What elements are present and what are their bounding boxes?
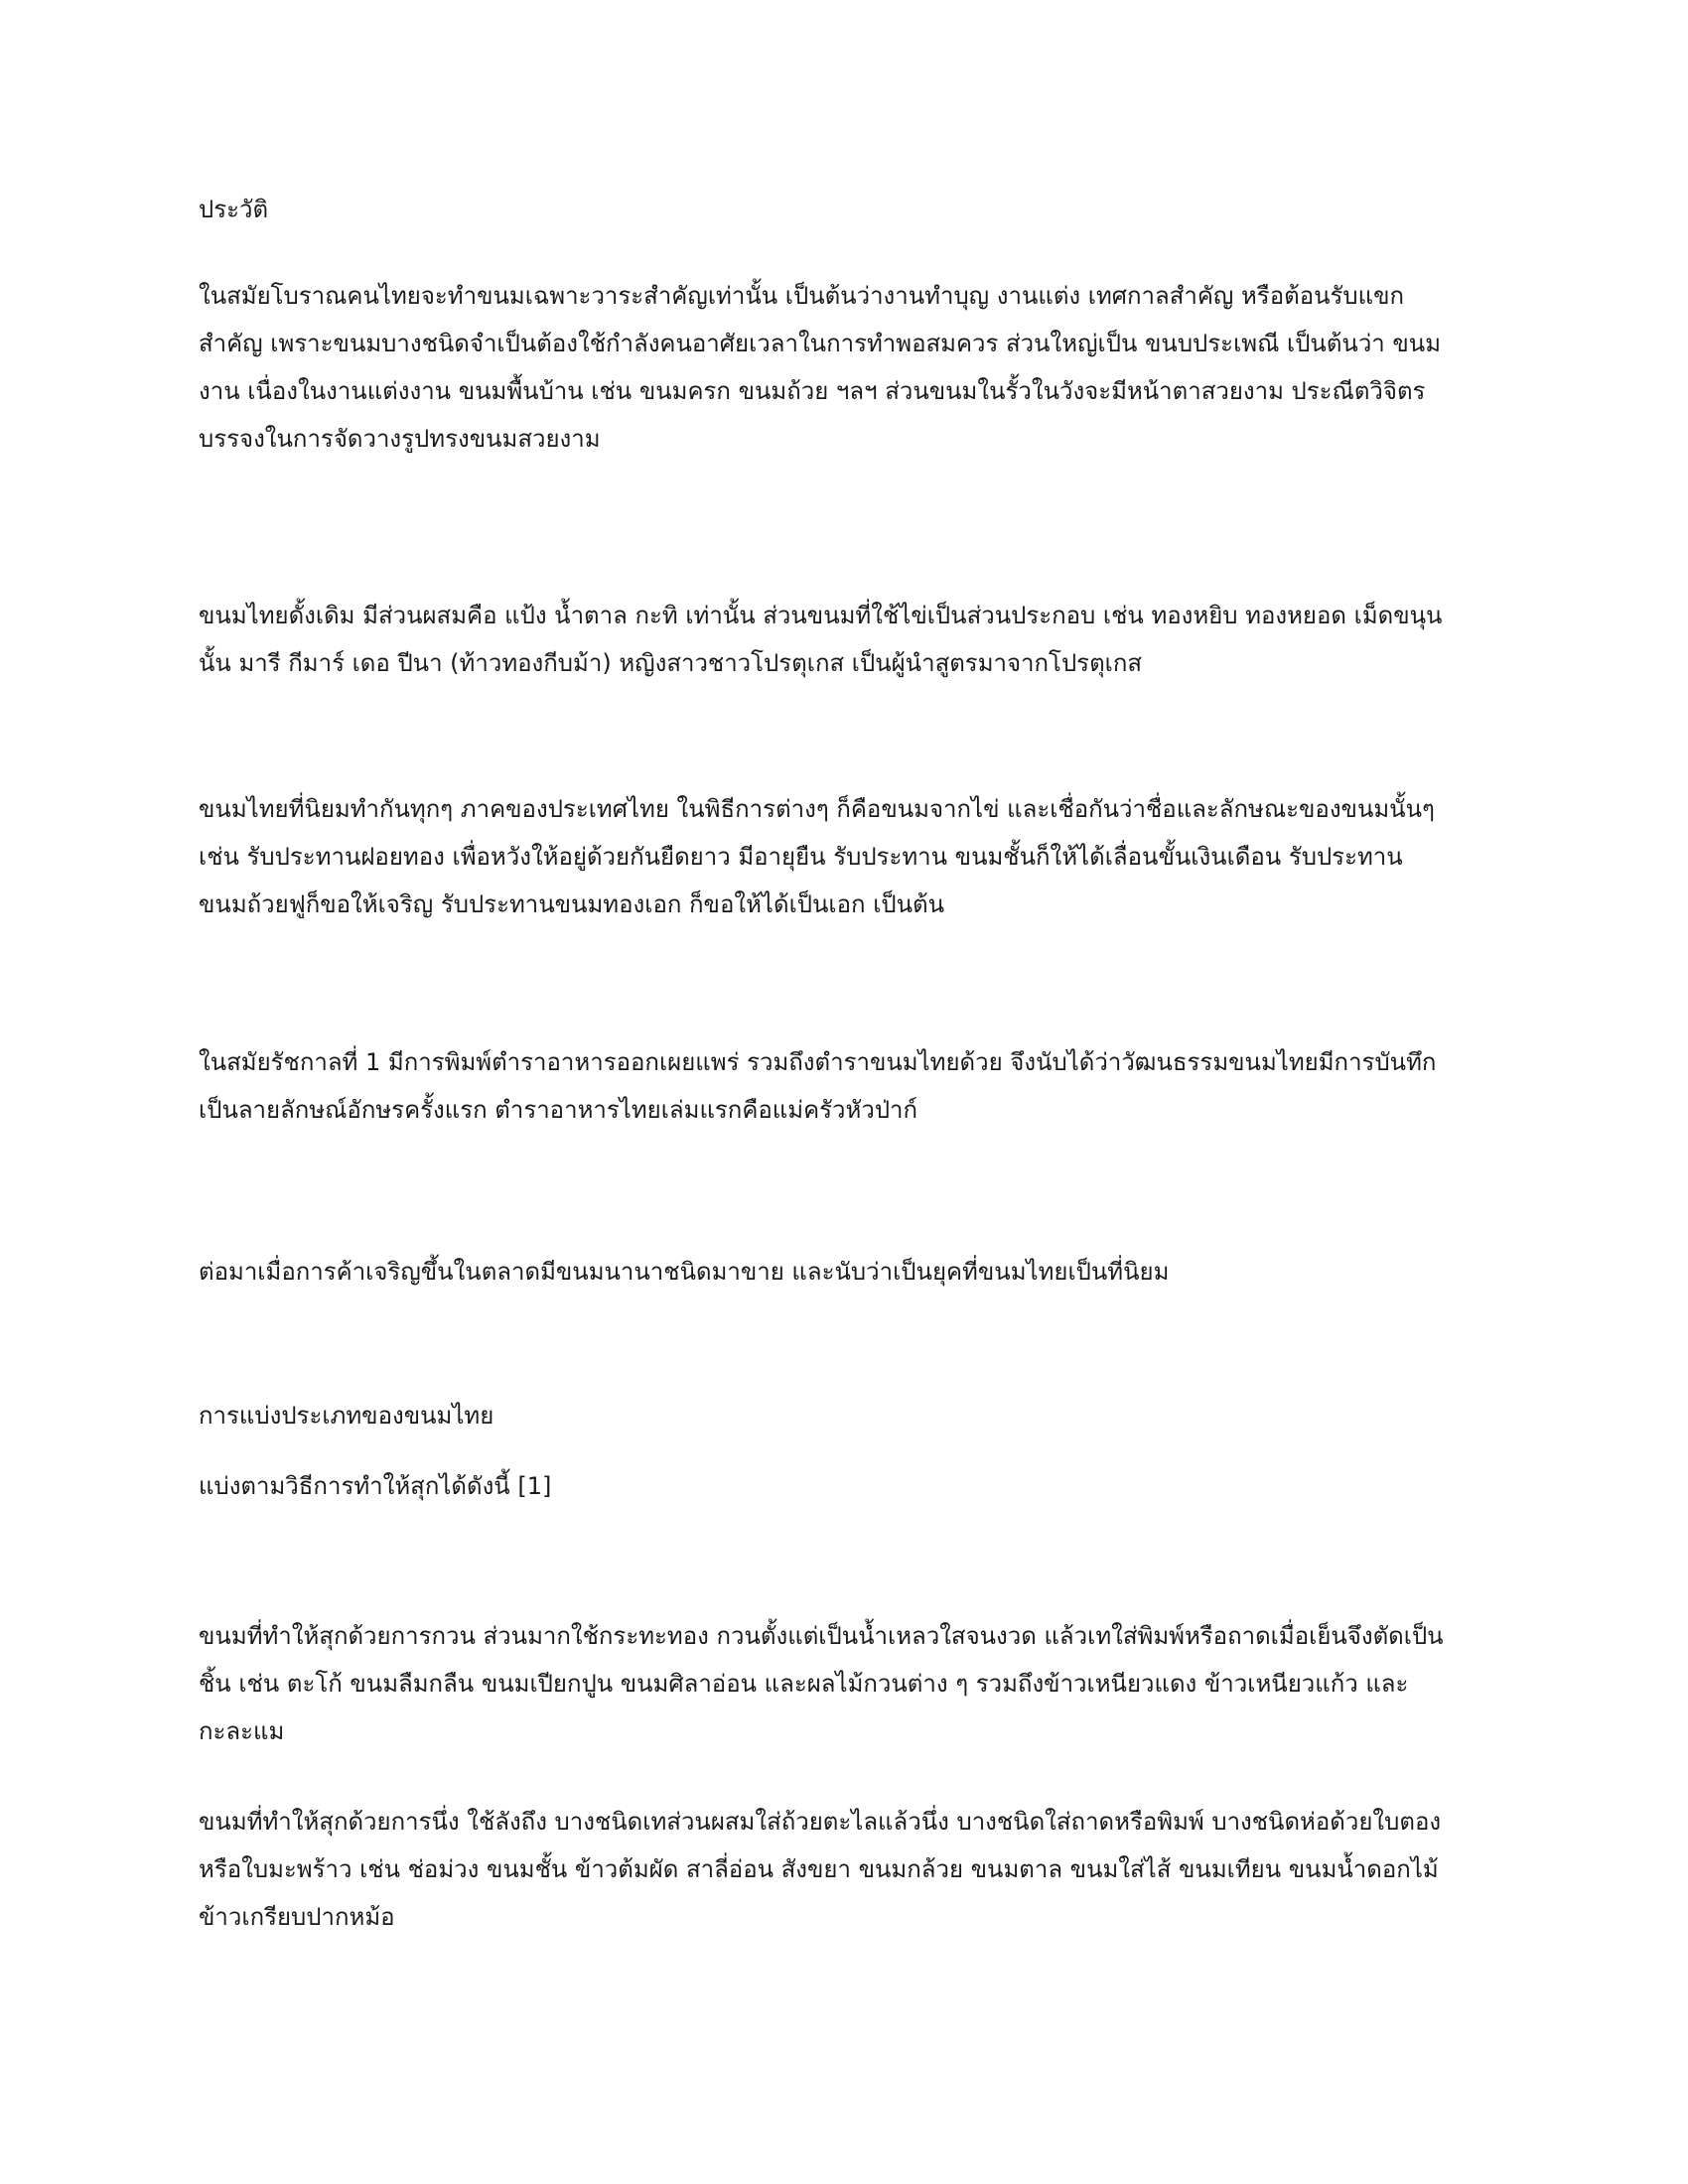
paragraph-2 — [199, 592, 1489, 687]
paragraph-7-line: ขนมที่ทำให้สุกด้วยการนึ่ง ใช้ลังถึง บางชนิดเทส่วนผสมใส่ถ้วยตะไลแล้วนึ่ง บางชนิดใส่ถาดหรือพิมพ์ บางชนิดห่อด้วยใบตอง — [199, 1808, 1442, 1836]
heading-types-text: การแบ่งประเภทของขนมไทย — [199, 1402, 494, 1430]
paragraph-6-line: ชิ้น เช่น ตะโก้ ขนมลืมกลืน ขนมเปียกปูน ขนมศิลาอ่อน และผลไม้กวนต่าง ๆ รวมถึงข้าวเหนียวแดง ข้าวเหนียวแก้ว และ — [199, 1670, 1409, 1698]
paragraph-5 — [199, 1248, 1489, 1296]
paragraph-1-line: บรรจงในการจัดวางรูปทรงขนมสวยงาม — [199, 425, 601, 453]
heading-history-text: ประวัติ — [199, 196, 269, 223]
paragraph-1-line: สำคัญ เพราะขนมบางชนิดจำเป็นต้องใช้กำลังคนอาศัยเวลาในการทำพอสมควร ส่วนใหญ่เป็น ขนบประเพณี เป็นต้นว่า ขนม — [199, 330, 1442, 357]
paragraph-3-line: ขนมถ้วยฟูก็ขอให้เจริญ รับประทานขนมทองเอก ก็ขอให้ได้เป็นเอก เป็นต้น — [199, 890, 945, 918]
paragraph-3-line: ขนมไทยที่นิยมทำกันทุกๆ ภาคของประเทศไทย ในพิธีการต่างๆ ก็คือขนมจากไข่ และเชื่อกันว่าชื่อและลักษณะของขนมนั้นๆ — [199, 795, 1435, 823]
paragraph-1-line: งาน เนื่องในงานแต่งงาน ขนมพื้นบ้าน เช่น ขนมครก ขนมถ้วย ฯลฯ ส่วนขนมในรั้วในวังจะมีหน้าตาสวยงาม ประณีตวิจิตร — [199, 377, 1426, 405]
paragraph-4 — [199, 1038, 1489, 1134]
paragraph-4-line: ในสมัยรัชกาลที่ 1 มีการพิมพ์ตำราอาหารออกเผยแพร่ รวมถึงตำราขนมไทยด้วย จึงนับได้ว่าวัฒนธรรมขนมไทยมีการบันทึก — [199, 1048, 1437, 1076]
paragraph-7-line: ข้าวเกรียบปากหม้อ — [199, 1903, 395, 1931]
paragraph-6-line: ขนมที่ทำให้สุกด้วยการกวน ส่วนมากใช้กระทะทอง กวนตั้งแต่เป็นน้ำเหลวใสจนงวด แล้วเทใส่พิมพ์หรือถาดเมื่อเย็นจึงตัดเป็น — [199, 1622, 1444, 1650]
paragraph-3-line: เช่น รับประทานฝอยทอง เพื่อหวังให้อยู่ด้วยกันยืดยาว มีอายุยืน รับประทาน ขนมชั้นก็ให้ได้เลื่อนขั้นเงินเดือน รับประทาน — [199, 843, 1403, 871]
paragraph-5-line: ต่อมาเมื่อการค้าเจริญขึ้นในตลาดมีขนมนานาชนิดมาขาย และนับว่าเป็นยุคที่ขนมไทยเป็นที่นิยม — [199, 1258, 1170, 1286]
paragraph-6-line: กะละแม — [199, 1717, 285, 1745]
heading-history — [199, 186, 1489, 233]
paragraph-1 — [199, 272, 1489, 463]
heading-types — [199, 1392, 1489, 1439]
paragraph-2-line: นั้น มารี กีมาร์ เดอ ปีนา (ท้าวทองกีบม้า) หญิงสาวชาวโปรตุเกส เป็นผู้นำสูตรมาจากโปรตุเกส — [199, 649, 1143, 677]
paragraph-6 — [199, 1612, 1489, 1755]
paragraph-7-line: หรือใบมะพร้าว เช่น ช่อม่วง ขนมชั้น ข้าวต้มผัด สาลี่อ่อน สังขยา ขนมกล้วย ขนมตาล ขนมใส่ไส้ ขนมเทียน ขนมน้ำดอกไม้ — [199, 1855, 1439, 1883]
paragraph-7 — [199, 1798, 1489, 1941]
paragraph-2-line: ขนมไทยดั้งเดิม มีส่วนผสมคือ แป้ง น้ำตาล กะทิ เท่านั้น ส่วนขนมที่ใช้ไข่เป็นส่วนประกอบ เช่น ทองหยิบ ทองหยอด เม็ดขนุน — [199, 602, 1443, 629]
paragraph-3 — [199, 785, 1489, 928]
paragraph-1-line: ในสมัยโบราณคนไทยจะทำขนมเฉพาะวาระสำคัญเท่านั้น เป็นต้นว่างานทำบุญ งานแต่ง เทศกาลสำคัญ หรือต้อนรับแขก — [199, 282, 1405, 310]
subheading-methods — [199, 1462, 1489, 1510]
subheading-methods-text: แบ่งตามวิธีการทำให้สุกได้ดังนี้ [1] — [199, 1472, 552, 1500]
paragraph-4-line: เป็นลายลักษณ์อักษรครั้งแรก ตำราอาหารไทยเล่มแรกคือแม่ครัวหัวป่าก์ — [199, 1096, 918, 1124]
